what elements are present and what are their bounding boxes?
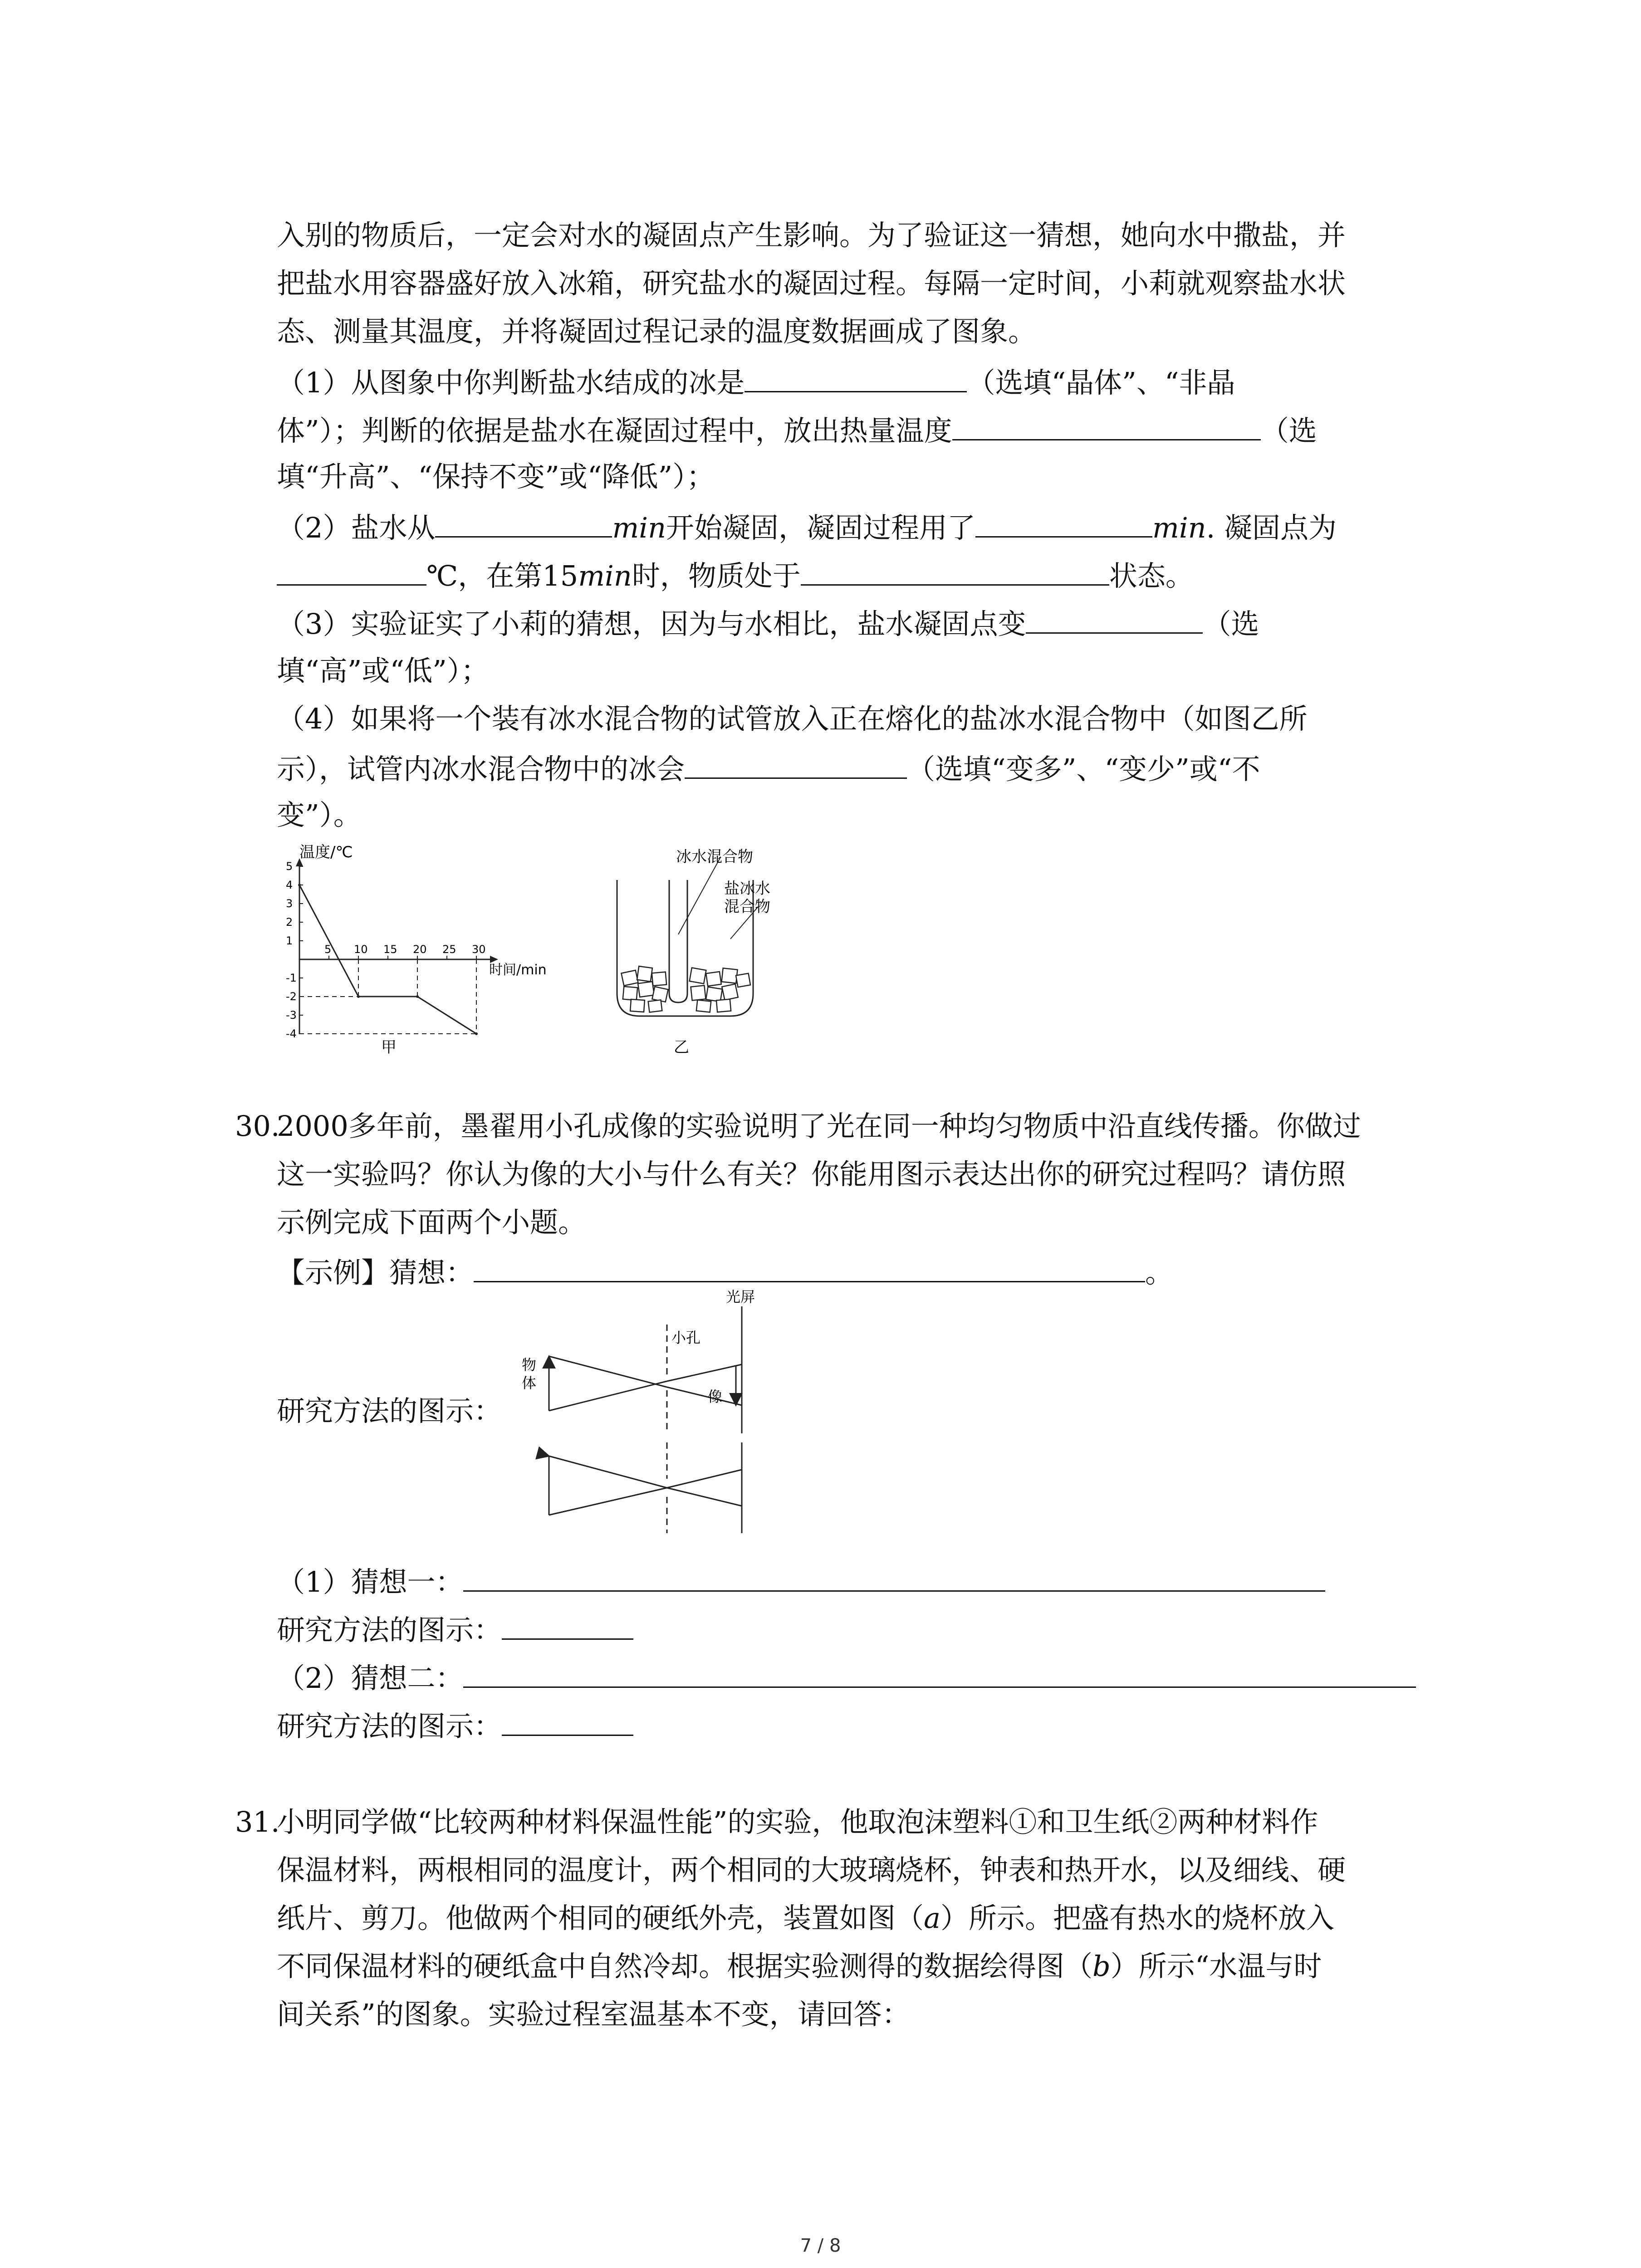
chart-y-tick-label: 1 (286, 934, 293, 947)
q29-unit-min-2: min (1152, 511, 1206, 544)
q31-line-1: 小明同学做“比较两种材料保温性能”的实验，他取泡沫塑料①和卫生纸②两种材料作 (277, 1805, 1318, 1838)
chart-ylabel: 温度/℃ (299, 844, 353, 861)
q30-line-3: 示例完成下面两个小题。 (277, 1206, 587, 1239)
q30-guess1-blank[interactable] (463, 1566, 1325, 1592)
q31-line-4 (277, 1950, 1322, 1983)
ray-top-4 (667, 1364, 742, 1381)
q29-part1-line-1 (277, 367, 1235, 397)
chart-point (416, 995, 419, 998)
q29-part4-line-2 (277, 753, 1260, 786)
q30-line-1: 2000多年前，墨翟用小孔成像的实验说明了光在同一种均匀物质中沿直线传播。你做过 (277, 1110, 1361, 1143)
q29-part3-text-a: （3）实验证实了小莉的猜想，因为与水相比，盐水凝固点变 (277, 607, 1026, 640)
q30-example-blank[interactable] (474, 1256, 1145, 1282)
q31-line-2: 保温材料，两根相同的温度计，两个相同的大玻璃烧杯，钟表和热开水，以及细线、硬 (277, 1853, 1346, 1887)
q30-guess2-line (277, 1662, 1416, 1695)
chart-y-tick-label: -3 (286, 1009, 297, 1022)
q29-part4-text-c: （选填“变多”、“变少”或“不 (907, 753, 1260, 786)
q30-example-end: 。 (1145, 1256, 1174, 1289)
q29-intro-line-3: 态、测量其温度，并将凝固过程记录的温度数据画成了图象。 (277, 315, 1037, 348)
label-object-1: 物 (522, 1356, 537, 1374)
q31-line-4-text-c: ）所示“水温与时 (1110, 1950, 1322, 1983)
q29-part2-text-i: 状态。 (1109, 559, 1194, 592)
q30-guess1-line (277, 1566, 1325, 1596)
label-pinhole: 小孔 (671, 1329, 701, 1346)
chart-y-tick-label: 4 (286, 879, 293, 891)
chart-y-tick-label: 2 (286, 916, 293, 929)
q29-blank-freezing-point[interactable] (277, 560, 426, 586)
q31-line-3 (277, 1901, 1334, 1935)
q29-part3-text-b: （选 (1203, 607, 1259, 640)
q29-part2-text-a: （2）盐水从 (277, 511, 436, 544)
ray-bottom-3 (667, 1488, 742, 1506)
q29-part1-text-a: （1）从图象中你判断盐水结成的冰是 (277, 366, 745, 399)
chart-x-tick-label: 10 (354, 943, 368, 956)
chart-xlabel: 时间/min (489, 962, 547, 978)
q29-part1-line-2 (277, 415, 1317, 445)
ray-bottom-1 (549, 1456, 667, 1488)
q30-method1-blank[interactable] (502, 1614, 633, 1640)
chart-x-tick-label: 30 (472, 943, 486, 956)
chart-x-tick-label: 25 (442, 943, 456, 956)
ray-top-1 (549, 1356, 667, 1387)
temperature-time-chart (272, 844, 590, 1080)
q30-method1-line (277, 1613, 633, 1647)
q29-intro-line-2: 把盐水用容器盛好放入冰箱，研究盐水的凝固过程。每隔一定时间，小莉就观察盐水状 (277, 267, 1346, 300)
q31-line-5: 间关系”的图象。实验过程室温基本不变，请回答： (277, 1998, 910, 2031)
q30-guess2-blank[interactable] (463, 1662, 1416, 1688)
chart-ticks (286, 860, 486, 1040)
q29-blank-ice-change[interactable] (685, 753, 907, 779)
q30-method-label: 研究方法的图示： (277, 1394, 502, 1427)
q29-blank-state[interactable] (801, 560, 1109, 586)
chart-x-tick-label: 20 (413, 943, 427, 956)
q30-line-2: 这一实验吗？你认为像的大小与什么有关？你能用图示表达出你的研究过程吗？请仿照 (277, 1158, 1346, 1191)
ray-bottom-2 (549, 1488, 667, 1515)
chart-y-tick-label: -2 (286, 990, 297, 1003)
ray-top-2 (549, 1381, 667, 1411)
q30-number: 30. (235, 1110, 280, 1143)
q29-part2-line-2 (277, 560, 1194, 590)
chart-x-tick-label: 15 (383, 943, 397, 956)
chart-y-tick-label: 5 (286, 860, 293, 873)
q30-guess1-label: （1）猜想一： (277, 1565, 464, 1598)
q31-fig-b: b (1092, 1950, 1111, 1983)
label-object-2: 体 (522, 1374, 537, 1392)
q29-blank-higher-lower[interactable] (1026, 608, 1203, 634)
q30-example-label: 【示例】猜想： (277, 1256, 474, 1289)
q29-part2-line-1 (277, 512, 1337, 542)
q29-part1-text-c: 体”）；判断的依据是盐水在凝固过程中，放出热量温度 (277, 414, 952, 447)
chart-y-tick-label: -4 (286, 1027, 297, 1040)
test-tube-outline (669, 880, 687, 1002)
q29-blank-crystal[interactable] (745, 367, 967, 392)
ice-cubes (621, 966, 750, 1012)
q29-part3-line-2: 填“高”或“低”）； (277, 654, 489, 687)
chart-x-tick-label: 5 (324, 943, 332, 956)
label-image: 像 (708, 1388, 723, 1405)
q29-part1-line-3: 填“升高”、“保持不变”或“降低”）； (277, 460, 715, 493)
q29-unit-min-1: min (612, 511, 666, 544)
pinhole-diagram (513, 1288, 785, 1542)
q30-method2-label: 研究方法的图示： (277, 1710, 502, 1743)
q30-example-line (277, 1256, 1173, 1287)
q29-intro-line-1: 入别的物质后，一定会对水的凝固点产生影响。为了验证这一猜想，她向水中撒盐，并 (277, 219, 1346, 252)
q29-part2-text-f: ℃，在第15 (426, 559, 578, 592)
q29-part2-text-h: 时，物质处于 (632, 559, 801, 592)
chart-y-tick-label: 3 (286, 897, 293, 910)
beaker-figure (608, 844, 862, 1080)
ray-bottom-4 (667, 1470, 742, 1488)
q31-number: 31. (235, 1805, 280, 1838)
q30-method2-blank[interactable] (502, 1710, 633, 1736)
label-salt-ice-water-1: 盐冰水 (724, 880, 770, 898)
q29-part4-line-3: 变”）。 (277, 798, 362, 831)
q31-line-3-text: 纸片、剪刀。他做两个相同的硬纸外壳，装置如图（ (277, 1901, 924, 1935)
page-number: 7 / 8 (800, 2235, 841, 2256)
chart-y-tick-label: -1 (286, 972, 297, 984)
chart-point (475, 1032, 478, 1035)
label-screen: 光屏 (726, 1288, 755, 1305)
chart-point (298, 884, 301, 886)
q30-method2-line (277, 1710, 633, 1743)
q31-fig-a: a (924, 1901, 941, 1935)
q29-part2-text-e: . 凝固点为 (1206, 511, 1337, 544)
figure-yi-caption: 乙 (674, 1038, 689, 1056)
label-salt-ice-water-2: 混合物 (724, 898, 770, 916)
label-ice-water-mixture: 冰水混合物 (676, 848, 753, 866)
q29-unit-min-3: min (578, 559, 632, 592)
q29-blank-duration[interactable] (975, 512, 1152, 538)
chart-caption: 甲 (381, 1038, 397, 1056)
q29-part2-text-c: 开始凝固，凝固过程用了 (666, 511, 976, 544)
leader-line-ice-water (678, 857, 720, 934)
q31-line-3-text-b: ）所示。把盛有热水的烧杯放入 (940, 1901, 1334, 1935)
q29-part1-text-b: （选填“晶体”、“非晶 (967, 366, 1235, 399)
q29-part4-text-b: 示），试管内冰水混合物中的冰会 (277, 753, 685, 786)
q30-method1-label: 研究方法的图示： (277, 1613, 502, 1647)
ray-top-3 (667, 1387, 742, 1405)
q30-guess2-label: （2）猜想二： (277, 1662, 464, 1695)
q29-blank-temp-change[interactable] (952, 415, 1261, 440)
q31-line-4-text: 不同保温材料的硬纸盒中自然冷却。根据实验测得的数据绘得图（ (277, 1950, 1093, 1983)
q29-blank-start-time[interactable] (435, 512, 612, 538)
q29-part3-line-1 (277, 608, 1259, 638)
q29-part4-line-1: （4）如果将一个装有冰水混合物的试管放入正在熔化的盐冰水混合物中（如图乙所 (277, 702, 1308, 735)
q29-part1-text-d: （选 (1260, 414, 1317, 447)
